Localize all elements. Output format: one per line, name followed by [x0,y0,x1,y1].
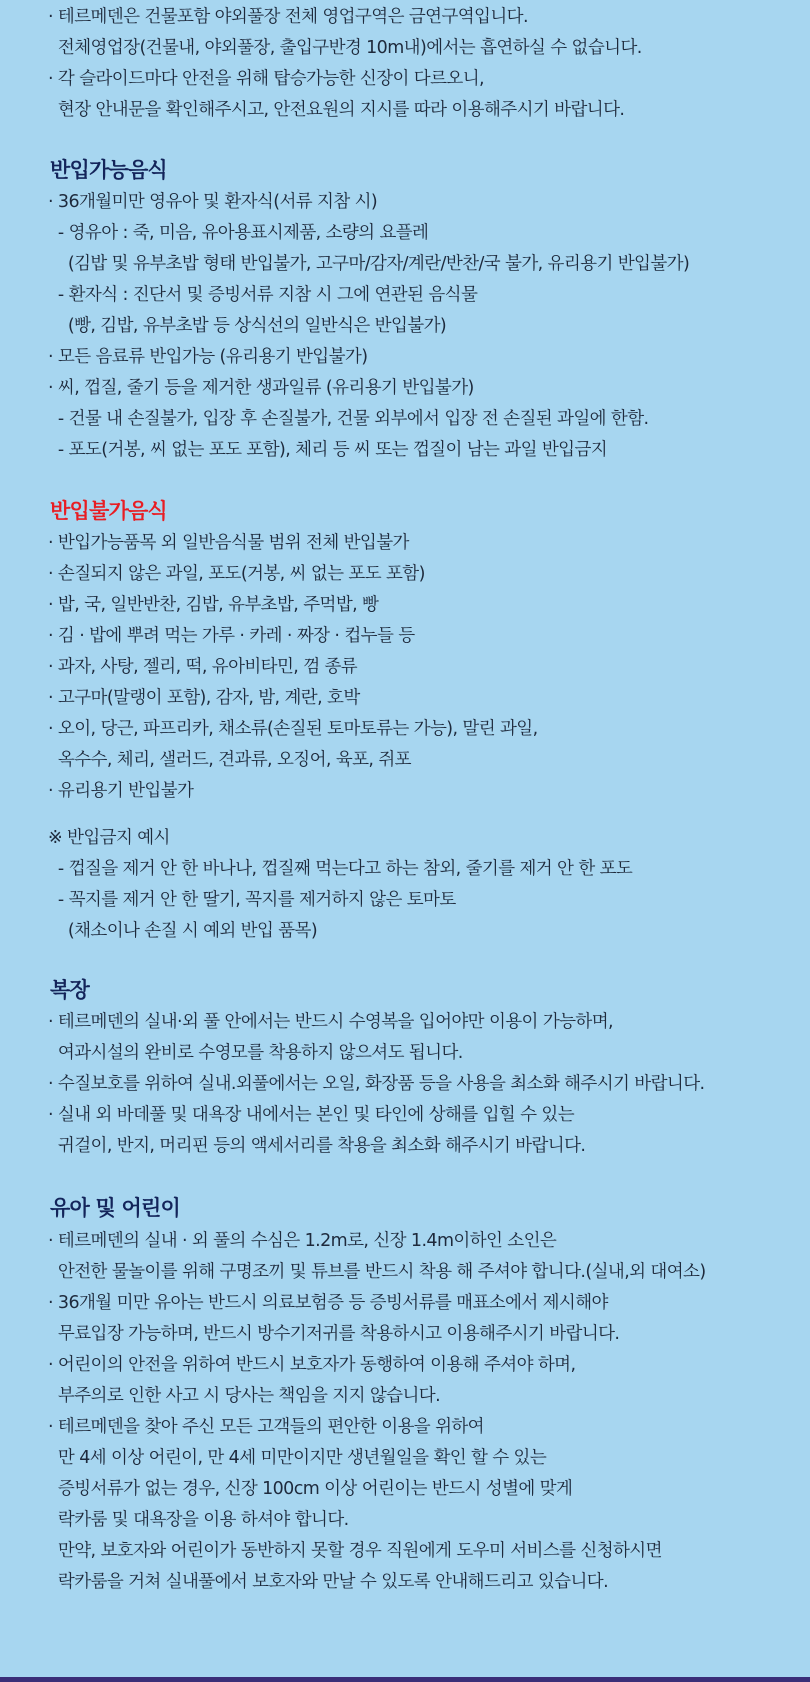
example-line: - 꼭지를 제거 안 한 딸기, 꼭지를 제거하지 않은 토마토 [48,890,456,910]
list-item: - 환자식 : 진단서 및 증빙서류 지참 시 그에 연관된 음식물 [48,285,478,305]
intro-line: 현장 안내문을 확인해주시고, 안전요원의 지시를 따라 이용해주시기 바랍니다. [48,100,625,120]
list-item: · 테르메덴의 실내·외 풀 안에서는 반드시 수영복을 입어야만 이용이 가능하며, [48,1012,614,1032]
list-item: 락카룸 및 대욕장을 이용 하셔야 합니다. [48,1510,349,1530]
list-item: 락카룸을 거쳐 실내풀에서 보호자와 만날 수 있도록 안내해드리고 있습니다. [48,1572,609,1592]
intro-line: 전체영업장(건물내, 야외풀장, 출입구반경 10m내)에서는 흡연하실 수 없습니다. [48,38,642,58]
list-item: · 테르메덴의 실내 · 외 풀의 수심은 1.2m로, 신장 1.4m이하인 소인은 [48,1231,557,1251]
list-item: · 과자, 사탕, 젤리, 떡, 유아비타민, 껌 종류 [48,657,358,677]
list-item: 무료입장 가능하며, 반드시 방수기저귀를 착용하시고 이용해주시기 바랍니다. [48,1324,620,1344]
list-item: · 수질보호를 위하여 실내.외풀에서는 오일, 화장품 등을 사용을 최소화 해주시기 바랍니다. [48,1074,705,1094]
list-item: 부주의로 인한 사고 시 당사는 책임을 지지 않습니다. [48,1386,441,1406]
section-title-swimwear: 복장 [50,978,89,1002]
list-item: · 밥, 국, 일반반찬, 김밥, 유부초밥, 주먹밥, 빵 [48,595,379,615]
list-item: - 포도(거봉, 씨 없는 포도 포함), 체리 등 씨 또는 껍질이 남는 과일 반입금지 [48,440,608,460]
example-note: ※ 반입금지 예시 [48,828,170,848]
section-title-children: 유아 및 어린이 [50,1196,180,1220]
intro-line: · 각 슬라이드마다 안전을 위해 탑승가능한 신장이 다르오니, [48,69,484,89]
list-item: 옥수수, 체리, 샐러드, 견과류, 오징어, 육포, 쥐포 [48,750,411,770]
list-item: - 건물 내 손질불가, 입장 후 손질불가, 건물 외부에서 입장 전 손질된 과일에 한함. [48,409,649,429]
list-item: · 김 · 밥에 뿌려 먹는 가루 · 카레 · 짜장 · 컵누들 등 [48,626,415,646]
footer-bar [0,1677,810,1682]
list-item: · 어린이의 안전을 위하여 반드시 보호자가 동행하여 이용해 주셔야 하며, [48,1355,576,1375]
list-item: · 씨, 껍질, 줄기 등을 제거한 생과일류 (유리용기 반입불가) [48,378,474,398]
list-item: 안전한 물놀이를 위해 구명조끼 및 튜브를 반드시 착용 해 주셔야 합니다.(실내,외 대여소) [48,1262,706,1282]
list-item: 증빙서류가 없는 경우, 신장 100cm 이상 어린이는 반드시 성별에 맞게 [48,1479,573,1499]
list-item: - 영유아 : 죽, 미음, 유아용표시제품, 소량의 요플레 [48,223,429,243]
list-item: · 오이, 당근, 파프리카, 채소류(손질된 토마토류는 가능), 말린 과일, [48,719,538,739]
section-title-allowed: 반입가능음식 [50,158,167,182]
intro-line: · 테르메덴은 건물포함 야외풀장 전체 영업구역은 금연구역입니다. [48,7,528,27]
list-item: · 유리용기 반입불가 [48,781,194,801]
list-item: (빵, 김밥, 유부초밥 등 상식선의 일반식은 반입불가) [48,316,447,336]
list-item: · 고구마(말랭이 포함), 감자, 밤, 계란, 호박 [48,688,360,708]
list-item: 만약, 보호자와 어린이가 동반하지 못할 경우 직원에게 도우미 서비스를 신청하시면 [48,1541,662,1561]
example-line: - 껍질을 제거 안 한 바나나, 껍질째 먹는다고 하는 참외, 줄기를 제거 안 한 포도 [48,859,633,879]
list-item: · 36개월미만 영유아 및 환자식(서류 지참 시) [48,192,378,212]
list-item: · 모든 음료류 반입가능 (유리용기 반입불가) [48,347,368,367]
list-item: 여과시설의 완비로 수영모를 착용하지 않으셔도 됩니다. [48,1043,463,1063]
list-item: (김밥 및 유부초밥 형태 반입불가, 고구마/감자/계란/반찬/국 불가, 유리용기 반입불가) [48,254,690,274]
list-item: 귀걸이, 반지, 머리핀 등의 액세서리를 착용을 최소화 해주시기 바랍니다. [48,1136,586,1156]
list-item: · 36개월 미만 유아는 반드시 의료보험증 등 증빙서류를 매표소에서 제시해야 [48,1293,608,1313]
list-item: · 손질되지 않은 과일, 포도(거봉, 씨 없는 포도 포함) [48,564,425,584]
list-item: · 반입가능품목 외 일반음식물 범위 전체 반입불가 [48,533,409,553]
list-item: · 테르메덴을 찾아 주신 모든 고객들의 편안한 이용을 위하여 [48,1417,484,1437]
example-line: (채소이나 손질 시 예외 반입 품목) [48,921,318,941]
list-item: · 실내 외 바데풀 및 대욕장 내에서는 본인 및 타인에 상해를 입힐 수 있는 [48,1105,575,1125]
section-title-prohibited: 반입불가음식 [50,499,167,523]
list-item: 만 4세 이상 어린이, 만 4세 미만이지만 생년월일을 확인 할 수 있는 [48,1448,547,1468]
